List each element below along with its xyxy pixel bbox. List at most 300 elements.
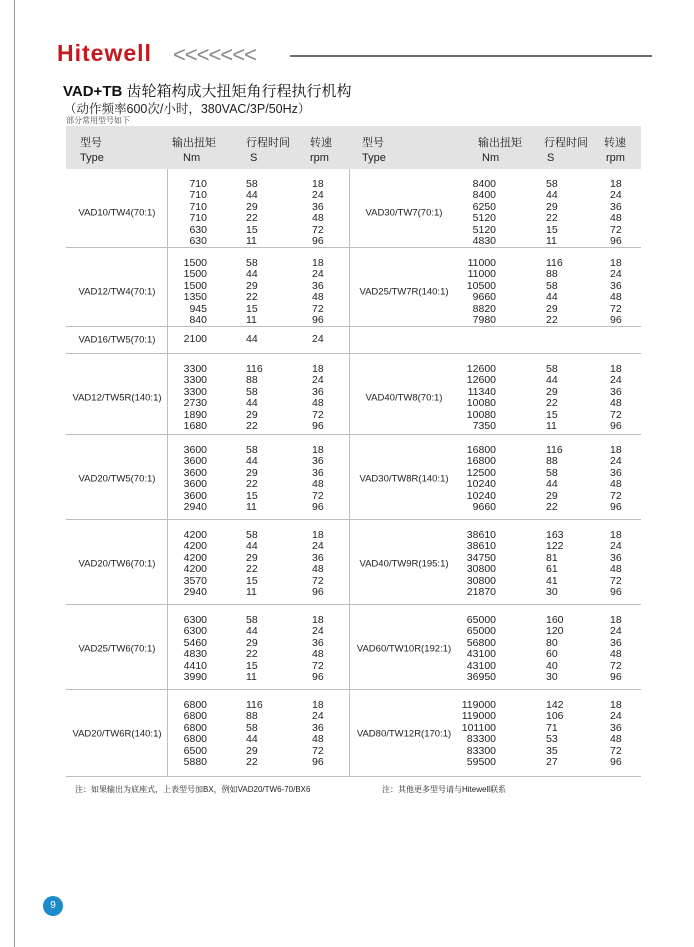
speed-value: 72 [610, 489, 622, 502]
time-value: 61 [546, 563, 558, 576]
torque-value: 1500 [183, 268, 207, 281]
time-value: 58 [546, 279, 558, 292]
time-column [246, 700, 270, 768]
torque-value: 12600 [466, 374, 496, 387]
page-title [63, 80, 351, 101]
torque-value: 4830 [183, 648, 207, 661]
torque-value: 11000 [467, 257, 496, 269]
torque-value: 12600 [466, 363, 496, 375]
time-column [546, 364, 570, 432]
time-value: 44 [546, 374, 558, 387]
time-column [546, 700, 570, 768]
time-value: 29 [246, 551, 258, 564]
header-rule [290, 55, 652, 57]
time-value: 88 [546, 268, 558, 281]
speed-value: 48 [312, 291, 324, 304]
time-value: 22 [246, 563, 258, 576]
speed-value: 36 [610, 385, 622, 398]
speed-value: 72 [312, 489, 324, 502]
torque-value: 3600 [183, 478, 207, 491]
speed-value: 96 [312, 419, 324, 432]
speed-value: 48 [312, 648, 324, 661]
torque-column [456, 615, 496, 683]
speed-value: 96 [312, 585, 324, 598]
model-name: VAD80/TW12R(170:1) [356, 728, 452, 740]
speed-value: 72 [610, 744, 622, 757]
time-value: 11 [546, 234, 557, 247]
speed-value: 72 [610, 302, 622, 315]
time-value: 44 [246, 733, 258, 746]
time-value: 40 [546, 659, 558, 672]
speed-column [312, 334, 336, 345]
time-value: 44 [246, 333, 258, 346]
time-value: 58 [546, 178, 558, 190]
time-value: 22 [546, 313, 558, 326]
torque-value: 36950 [466, 670, 496, 683]
model-name: VAD20/TW5(70:1) [78, 473, 156, 485]
model-name: VAD20/TW6R(140:1) [72, 728, 162, 740]
column-divider [167, 605, 168, 689]
column-divider [167, 354, 168, 434]
model-name: VAD60/TW10R(192:1) [356, 643, 452, 655]
page-subtitle: （动作频率600次/小时，380VAC/3P/50Hz） [64, 102, 311, 116]
torque-value: 630 [189, 234, 207, 247]
torque-column [175, 179, 207, 247]
speed-value: 36 [312, 385, 324, 398]
time-value: 106 [546, 710, 564, 723]
time-value: 29 [546, 302, 558, 315]
torque-value: 3300 [183, 385, 207, 398]
common-models-note: 部分常用型号如下 [66, 116, 130, 125]
speed-column [312, 615, 336, 683]
model-name: VAD30/TW7(70:1) [365, 207, 443, 219]
speed-value: 18 [312, 444, 324, 456]
speed-value: 36 [312, 279, 324, 292]
speed-value: 24 [312, 189, 324, 202]
speed-value: 72 [610, 223, 622, 236]
speed-value: 18 [312, 363, 324, 375]
speed-value: 48 [312, 212, 324, 225]
speed-value: 18 [312, 178, 324, 190]
torque-value: 6300 [183, 625, 207, 638]
time-value: 88 [546, 455, 558, 468]
time-value: 44 [246, 268, 258, 281]
speed-column [610, 615, 634, 683]
torque-value: 12500 [466, 466, 496, 479]
torque-value: 119000 [461, 710, 496, 723]
table-section [66, 520, 641, 605]
speed-value: 96 [610, 234, 622, 247]
time-column [246, 615, 270, 683]
speed-value: 24 [312, 374, 324, 387]
time-value: 22 [246, 478, 258, 491]
torque-value: 8400 [472, 178, 496, 190]
speed-value: 72 [312, 302, 324, 315]
torque-value: 6800 [183, 710, 207, 723]
speed-column [610, 179, 634, 247]
speed-value: 18 [610, 699, 622, 711]
torque-value: 3600 [183, 466, 207, 479]
table-section [66, 327, 641, 354]
speed-value: 18 [610, 178, 622, 190]
speed-value: 36 [312, 200, 324, 213]
time-value: 11 [246, 585, 257, 598]
model-name: VAD30/TW8R(140:1) [359, 473, 449, 485]
speed-column [610, 364, 634, 432]
speed-value: 48 [610, 648, 622, 661]
speed-value: 24 [610, 540, 622, 553]
speed-value: 36 [610, 551, 622, 564]
model-name: VAD40/TW8(70:1) [365, 392, 443, 404]
torque-value: 7350 [472, 419, 496, 432]
speed-value: 72 [312, 744, 324, 757]
torque-value: 56800 [466, 636, 496, 649]
speed-value: 48 [610, 397, 622, 410]
speed-value: 96 [312, 234, 324, 247]
time-value: 71 [546, 721, 558, 734]
time-value: 15 [246, 574, 258, 587]
torque-value: 710 [189, 178, 207, 190]
torque-value: 65000 [466, 625, 496, 638]
time-value: 15 [246, 659, 258, 672]
table-section [66, 354, 641, 435]
model-name: VAD12/TW5R(140:1) [72, 392, 162, 404]
torque-value: 1890 [183, 408, 207, 421]
time-value: 81 [546, 551, 558, 564]
brand-chevrons: <<<<<<< [173, 42, 256, 67]
time-value: 88 [246, 710, 258, 723]
torque-value: 5120 [472, 223, 496, 236]
torque-value: 10500 [466, 279, 496, 292]
table-section [66, 248, 641, 327]
torque-value: 101100 [461, 721, 496, 734]
torque-value: 4200 [183, 551, 207, 564]
time-value: 58 [246, 614, 258, 626]
time-value: 22 [546, 212, 558, 225]
torque-value: 11000 [467, 268, 496, 281]
header-time-cn: 行程时间 [246, 136, 290, 149]
torque-value: 11340 [467, 385, 496, 398]
speed-column [312, 530, 336, 598]
torque-value: 3600 [183, 489, 207, 502]
speed-value: 36 [312, 455, 324, 468]
speed-value: 96 [312, 313, 324, 326]
torque-value: 38610 [466, 529, 496, 541]
time-value: 142 [546, 699, 564, 711]
time-value: 15 [546, 408, 558, 421]
torque-value: 83300 [466, 744, 496, 757]
time-value: 58 [546, 363, 558, 375]
torque-column [456, 700, 496, 768]
time-value: 44 [546, 189, 558, 202]
torque-value: 710 [189, 189, 207, 202]
speed-value: 24 [610, 455, 622, 468]
time-column [246, 334, 270, 345]
table-section [66, 605, 641, 690]
time-value: 11 [546, 419, 557, 432]
header-model-en: Type [80, 152, 104, 164]
time-value: 88 [246, 374, 258, 387]
column-divider [167, 327, 168, 353]
header-time-cn-right: 行程时间 [544, 136, 588, 149]
speed-value: 36 [610, 200, 622, 213]
torque-value: 6300 [183, 614, 207, 626]
title-en: VAD+TB [63, 83, 123, 100]
torque-value: 1500 [183, 257, 207, 269]
torque-value: 8820 [472, 302, 496, 315]
speed-value: 24 [610, 625, 622, 638]
time-value: 44 [246, 625, 258, 638]
torque-value: 840 [189, 313, 207, 326]
speed-value: 24 [312, 625, 324, 638]
torque-value: 34750 [466, 551, 496, 564]
torque-value: 945 [189, 302, 207, 315]
time-value: 22 [546, 397, 558, 410]
table-header [66, 126, 641, 169]
header-speed-unit: rpm [310, 152, 329, 164]
time-value: 30 [546, 585, 558, 598]
table-section [66, 435, 641, 520]
speed-value: 18 [312, 699, 324, 711]
header-torque-unit: Nm [183, 152, 201, 164]
torque-value: 3600 [183, 455, 207, 468]
torque-column [456, 530, 496, 598]
torque-value: 6800 [183, 733, 207, 746]
torque-value: 119000 [461, 699, 496, 711]
torque-value: 1500 [183, 279, 207, 292]
speed-value: 96 [610, 755, 622, 768]
torque-value: 630 [189, 223, 207, 236]
speed-value: 36 [312, 551, 324, 564]
time-value: 58 [246, 385, 258, 398]
speed-value: 96 [312, 500, 324, 513]
time-value: 22 [246, 419, 258, 432]
torque-value: 4200 [183, 563, 207, 576]
time-value: 22 [246, 648, 258, 661]
speed-value: 96 [312, 755, 324, 768]
torque-value: 65000 [466, 614, 496, 626]
column-divider [349, 327, 350, 353]
speed-value: 48 [312, 478, 324, 491]
speed-value: 24 [312, 268, 324, 281]
model-name: VAD16/TW5(70:1) [78, 334, 156, 346]
speed-value: 18 [312, 257, 324, 269]
speed-value: 36 [610, 636, 622, 649]
torque-value: 1350 [183, 291, 207, 304]
torque-value: 3300 [183, 363, 207, 375]
footnote-contact: 注：其他更多型号请与Hitewell联系 [382, 785, 507, 794]
speed-value: 24 [610, 268, 622, 281]
model-name: VAD20/TW6(70:1) [78, 558, 156, 570]
torque-value: 2940 [183, 585, 207, 598]
time-value: 58 [246, 721, 258, 734]
time-value: 22 [546, 500, 558, 513]
torque-value: 43100 [466, 648, 496, 661]
time-value: 11 [246, 500, 257, 513]
time-value: 22 [246, 291, 258, 304]
speed-value: 24 [312, 710, 324, 723]
header-model-en-right: Type [362, 152, 386, 164]
header-torque-unit-right: Nm [482, 152, 500, 164]
torque-value: 5880 [183, 755, 207, 768]
torque-value: 9660 [472, 500, 496, 513]
torque-value: 9660 [472, 291, 496, 304]
time-value: 163 [546, 529, 564, 541]
torque-column [456, 258, 496, 326]
torque-value: 16800 [466, 444, 496, 456]
time-value: 58 [246, 529, 258, 541]
time-value: 22 [246, 755, 258, 768]
time-value: 58 [246, 444, 258, 456]
speed-value: 48 [312, 397, 324, 410]
speed-value: 18 [610, 257, 622, 269]
time-value: 11 [246, 313, 257, 326]
time-column [246, 258, 270, 326]
speed-value: 96 [610, 313, 622, 326]
speed-value: 96 [610, 419, 622, 432]
torque-value: 30800 [466, 563, 496, 576]
time-value: 41 [546, 574, 558, 587]
torque-value: 3990 [183, 670, 207, 683]
speed-value: 18 [610, 529, 622, 541]
speed-value: 18 [610, 444, 622, 456]
time-value: 116 [546, 444, 563, 456]
header-time-unit: S [250, 152, 258, 164]
time-value: 58 [246, 257, 258, 269]
time-value: 53 [546, 733, 558, 746]
time-value: 15 [546, 223, 558, 236]
speed-value: 36 [610, 279, 622, 292]
speed-column [312, 179, 336, 247]
torque-value: 59500 [466, 755, 496, 768]
torque-value: 7980 [472, 313, 496, 326]
speed-column [312, 364, 336, 432]
torque-value: 3300 [183, 374, 207, 387]
table-body [66, 169, 641, 777]
torque-value: 10240 [466, 489, 496, 502]
time-column [246, 530, 270, 598]
torque-value: 8400 [472, 189, 496, 202]
torque-value: 3600 [183, 444, 207, 456]
model-name: VAD12/TW4(70:1) [78, 286, 156, 298]
torque-value: 2730 [183, 397, 207, 410]
torque-value: 4200 [183, 540, 207, 553]
time-value: 44 [246, 455, 258, 468]
torque-value: 83300 [466, 733, 496, 746]
header-time-unit-right: S [547, 152, 555, 164]
time-value: 15 [246, 489, 258, 502]
torque-column [175, 700, 207, 768]
speed-column [312, 445, 336, 513]
column-divider [167, 248, 168, 326]
torque-value: 6800 [183, 721, 207, 734]
torque-column [175, 258, 207, 326]
speed-value: 96 [610, 500, 622, 513]
speed-value: 72 [610, 574, 622, 587]
torque-column [175, 615, 207, 683]
torque-value: 4410 [183, 659, 207, 672]
time-value: 58 [546, 466, 558, 479]
time-column [246, 179, 270, 247]
speed-column [610, 445, 634, 513]
torque-value: 21870 [466, 585, 496, 598]
time-value: 122 [546, 540, 564, 553]
time-column [246, 445, 270, 513]
time-value: 29 [246, 200, 258, 213]
header-model-cn: 型号 [80, 136, 102, 149]
speed-value: 24 [312, 333, 324, 346]
torque-column [175, 334, 207, 345]
time-value: 116 [246, 363, 263, 375]
speed-column [610, 258, 634, 326]
torque-value: 4830 [472, 234, 496, 247]
speed-value: 24 [610, 710, 622, 723]
time-value: 15 [246, 223, 258, 236]
table-section [66, 169, 641, 248]
speed-value: 48 [610, 478, 622, 491]
torque-value: 3570 [183, 574, 207, 587]
time-value: 160 [546, 614, 564, 626]
speed-column [610, 700, 634, 768]
time-value: 11 [246, 670, 257, 683]
time-value: 60 [546, 648, 558, 661]
speed-value: 72 [610, 659, 622, 672]
torque-value: 2100 [183, 333, 207, 346]
time-value: 116 [246, 699, 263, 711]
model-name: VAD25/TW7R(140:1) [359, 286, 449, 298]
model-name: VAD10/TW4(70:1) [78, 207, 156, 219]
table-section [66, 690, 641, 777]
column-divider [167, 690, 168, 776]
time-value: 44 [246, 397, 258, 410]
time-value: 80 [546, 636, 558, 649]
speed-value: 48 [312, 733, 324, 746]
time-value: 44 [246, 540, 258, 553]
time-value: 22 [246, 212, 258, 225]
speed-value: 24 [610, 189, 622, 202]
time-column [546, 258, 570, 326]
torque-value: 10240 [466, 478, 496, 491]
spec-table [66, 126, 641, 777]
torque-column [175, 364, 207, 432]
speed-value: 36 [312, 636, 324, 649]
time-value: 29 [246, 279, 258, 292]
column-divider [167, 169, 168, 247]
speed-value: 36 [610, 466, 622, 479]
time-column [546, 445, 570, 513]
speed-value: 48 [312, 563, 324, 576]
torque-column [456, 179, 496, 247]
time-value: 35 [546, 744, 558, 757]
torque-value: 5460 [183, 636, 207, 649]
time-value: 58 [246, 178, 258, 190]
time-value: 116 [546, 257, 563, 269]
torque-value: 10080 [466, 408, 496, 421]
torque-value: 10080 [466, 397, 496, 410]
header-speed-unit-right: rpm [606, 152, 625, 164]
time-value: 44 [246, 189, 258, 202]
torque-value: 38610 [466, 540, 496, 553]
speed-value: 72 [312, 659, 324, 672]
time-value: 29 [546, 385, 558, 398]
speed-value: 36 [610, 721, 622, 734]
torque-value: 6800 [183, 699, 207, 711]
torque-value: 4200 [183, 529, 207, 541]
speed-value: 24 [312, 540, 324, 553]
speed-value: 48 [610, 733, 622, 746]
time-value: 29 [546, 200, 558, 213]
time-value: 30 [546, 670, 558, 683]
